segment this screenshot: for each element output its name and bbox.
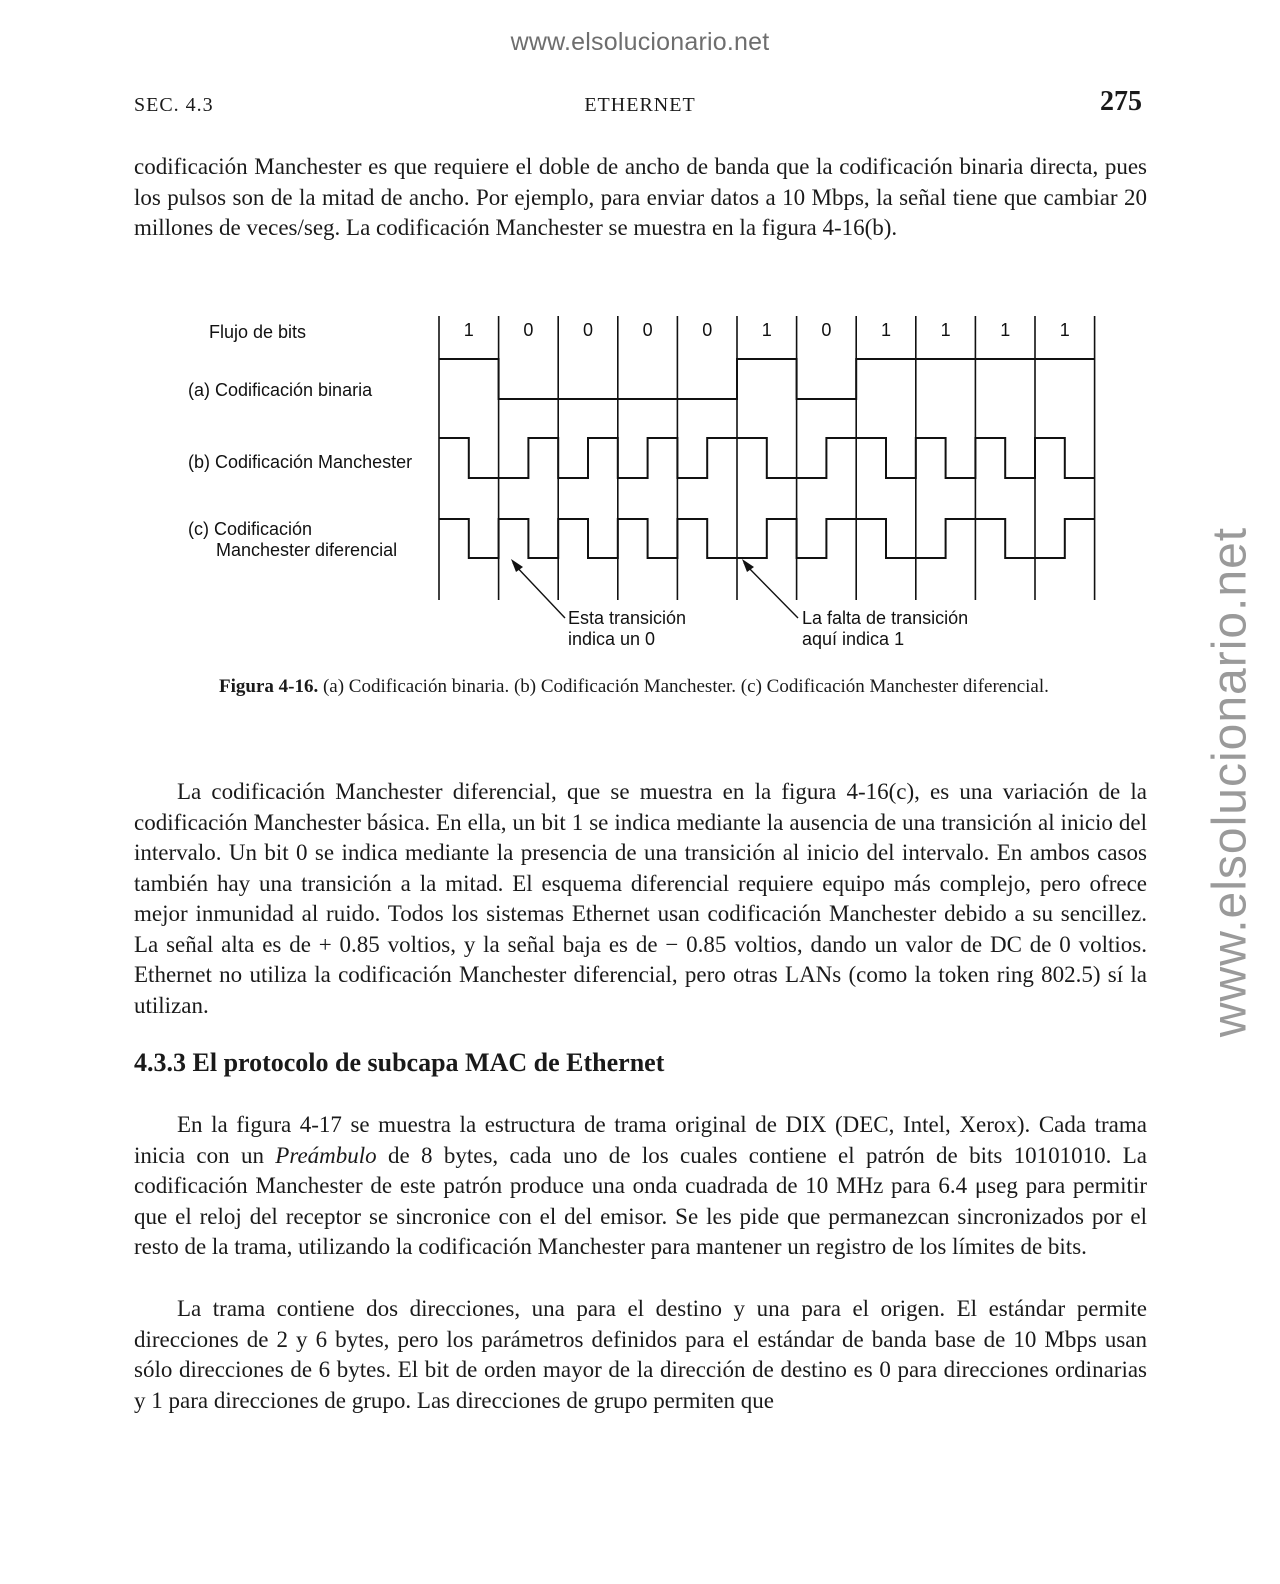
paragraph-addresses: La trama contiene dos direcciones, una para el destino y una para el origen. El estándar permite direcciones de 2 y 6 bytes, pero los parámetros definidos para el estándar de banda base de 10 Mbps usan sólo direcciones de 6 bytes. El bit de orden mayor de la dirección de destino es 0 para direcciones ordinarias y 1 para direcciones de grupo. Las direcciones de grupo permiten que bbox=[134, 1296, 1147, 1413]
figure-caption bbox=[219, 674, 1079, 700]
running-header-section: SEC. 4.3 bbox=[134, 94, 214, 116]
figure-caption-label: Figura 4-16. bbox=[219, 676, 319, 697]
differential-manchester-waveform bbox=[439, 519, 1095, 558]
bit-value-label: 1 bbox=[940, 320, 951, 340]
paragraph-differential: La codificación Manchester diferencial, que se muestra en la figura 4-16(c), es una variación de la codificación Manchester básica. En ella, un bit 1 se indica mediante la ausencia de una transición al inicio del intervalo. Un bit 0 se indica mediante la presencia de una transición al inicio del intervalo. En ambos casos también hay una transición a la mitad. El esquema diferencial requiere equipo más complejo, pero ofrece mejor inmunidad al ruido. Todos los sistemas Ethernet usan codificación Manchester debido a su sencillez. La señal alta es de + 0.85 voltios, y la señal baja es de − 0.85 voltios, dando un valor de DC de 0 voltios. Ethernet no utiliza la codificación Manchester diferencial, pero otras LANs (como la token ring 802.5) sí la utilizan. bbox=[134, 779, 1147, 1018]
differential-row-label-line2: Manchester diferencial bbox=[216, 540, 398, 560]
bit-value-label: 0 bbox=[523, 320, 534, 340]
paragraph-frame-part1: En la figura 4-17 se muestra la estructura de trama original de DIX (DEC, Intel, Xerox). Cada trama inicia con un bbox=[134, 1112, 1147, 1168]
bit-value-label: 1 bbox=[1059, 320, 1070, 340]
bit-value-label: 0 bbox=[582, 320, 594, 340]
bit-value-label: 1 bbox=[1000, 320, 1011, 340]
transition-annotation-line1: Esta transición bbox=[568, 608, 687, 628]
differential-row-label-line1: (c) Codificación bbox=[188, 519, 313, 539]
binary-waveform bbox=[439, 359, 1095, 399]
binary-row-label: (a) Codificación binaria bbox=[188, 380, 373, 400]
intro-paragraph: codificación Manchester es que requiere el doble de ancho de banda que la codificación binaria directa, pues los pulsos son de la mitad de ancho. Por ejemplo, para enviar datos a 10 Mbps, la señal tiene que cambiar 20 millones de veces/seg. La codificación Manchester se muestra en la figura 4-16(b). bbox=[134, 154, 1147, 240]
paragraph-frame-part2: de 8 bytes, cada uno de los cuales contiene el patrón de bits 10101010. La codificación Manchester de este patrón produce una onda cuadrada de 10 MHz para 6.4 μseg para permitir que el reloj del receptor se sincronice con el del emisor. Se les pide que permanezcan sincronizados por el resto de la trama, utilizando la codificación Manchester para mantener un registro de los límites de bits. bbox=[134, 1142, 1148, 1259]
bit-value-label: 0 bbox=[702, 320, 713, 340]
preamble-term: Preámbulo bbox=[275, 1142, 377, 1168]
bit-value-label: 1 bbox=[880, 320, 892, 340]
watermark-side: www.elsolucionario.net bbox=[1203, 526, 1257, 1038]
paragraph-frame bbox=[134, 1110, 1147, 1263]
no-transition-annotation-arrow bbox=[742, 559, 798, 618]
no-transition-annotation-line1: La falta de transición bbox=[802, 608, 969, 628]
manchester-row-label: (b) Codificación Manchester bbox=[188, 452, 413, 472]
transition-annotation-arrow bbox=[511, 559, 565, 618]
figure-4-16-diagram bbox=[0, 0, 1280, 670]
bit-value-label: 0 bbox=[642, 320, 653, 340]
bit-value-label: 0 bbox=[821, 320, 832, 340]
running-header-title: ETHERNET bbox=[584, 94, 696, 116]
no-transition-annotation-line2: aquí indica 1 bbox=[802, 629, 905, 649]
watermark-top: www.elsolucionario.net bbox=[510, 28, 770, 56]
section-title: 4.3.3 El protocolo de subcapa MAC de Ethernet bbox=[134, 1048, 665, 1077]
bitstream-label: Flujo de bits bbox=[209, 322, 307, 342]
page-number: 275 bbox=[1100, 86, 1142, 117]
transition-annotation-line2: indica un 0 bbox=[568, 629, 656, 649]
manchester-waveform bbox=[439, 438, 1095, 478]
bit-value-label: 1 bbox=[761, 320, 772, 340]
bit-value-label: 1 bbox=[463, 320, 474, 340]
figure-caption-text: (a) Codificación binaria. (b) Codificación Manchester. (c) Codificación Manchester diferencial. bbox=[322, 676, 1049, 697]
